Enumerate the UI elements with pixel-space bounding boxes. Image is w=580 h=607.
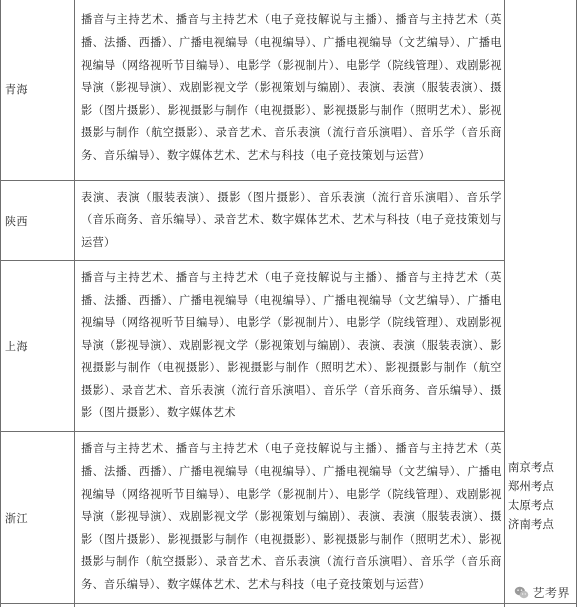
majors-cell: 播音与主持艺术、播音与主持艺术（电子竞技解说与主播）、播音与主持艺术（英播、法播、西播）、广播电视编导（电视编导）、广播电视编导（文艺编导）、广播电视编导（网络视听节目编导）、电影学（影视制片）、电影学（院线管理）、戏剧影视导演（影视导演）、戏剧影视文学（影视策划与编剧）、表演、表演（服装表演）、摄影（图片摄影）、影视摄影与制作（电视摄影）、影视摄影与制作（照明艺术）、影视摄影与制作（航空摄影）、录音艺术、音乐表演（流行音乐演唱）、音乐学（音乐商务、音乐编导）、数字媒体艺术、艺术与科技（电子竞技策划与运营）: [75, 432, 505, 604]
table-row-shanghai: [1, 261, 577, 432]
majors-cell: 播音与主持艺术、播音与主持艺术（电子竞技解说与主播）、播音与主持艺术（英播、法播、西播）、广播电视编导（电视编导）、广播电视编导（文艺编导）、广播电视编导（网络视听节目编导）、电影学（影视制片）、电影学（院线管理）、戏剧影视导演（影视导演）、戏剧影视文学（影视策划与编剧）、表演、表演（服装表演）、摄影（图片摄影）、影视摄影与制作（电视摄影）、影视摄影与制作（照明艺术）、影视摄影与制作（航空摄影）、录音艺术、音乐表演（流行音乐演唱）、音乐学（音乐商务、音乐编导）、数字媒体艺术、艺术与科技（电子竞技策划与运营）: [75, 0, 505, 181]
watermark-text: 艺考界: [532, 586, 570, 600]
province-cell: 上海: [1, 261, 75, 432]
exam-sites-cell: [504, 0, 576, 604]
watermark: [510, 582, 574, 603]
exam-site: 太原考点: [507, 498, 554, 512]
province-cell: 陕西: [1, 181, 75, 261]
province-cell: 青海: [1, 0, 75, 181]
province-cell: [1, 604, 75, 607]
table-row-qinghai: [1, 0, 577, 181]
exam-site: 郑州考点: [507, 479, 554, 493]
exam-site: 济南考点: [507, 517, 554, 531]
majors-cell: [75, 604, 505, 607]
exam-site: 南京考点: [507, 460, 554, 474]
table-row-shaanxi: [1, 181, 577, 261]
majors-cell: 播音与主持艺术、播音与主持艺术（电子竞技解说与主播）、播音与主持艺术（英播、法播、西播）、广播电视编导（电视编导）、广播电视编导（文艺编导）、广播电视编导（网络视听节目编导）、电影学（影视制片）、电影学（院线管理）、戏剧影视导演（影视导演）、戏剧影视文学（影视策划与编剧）、表演、表演（服装表演）、影视摄影与制作（电视摄影）、影视摄影与制作（照明艺术）、影视摄影与制作（航空摄影）、录音艺术、音乐表演（流行音乐演唱）、音乐学（音乐商务、音乐编导）、摄影（图片摄影）、数字媒体艺术: [75, 261, 505, 432]
province-cell: 浙江: [1, 432, 75, 604]
exam-sites-cell: [504, 604, 576, 607]
wechat-icon: [514, 585, 529, 600]
table-row-zhejiang: [1, 432, 577, 604]
table-row-partial: [1, 604, 577, 607]
majors-cell: 表演、表演（服装表演）、摄影（图片摄影）、音乐表演（流行音乐演唱）、音乐学（音乐商务、音乐编导）、录音艺术、数字媒体艺术、艺术与科技（电子竞技策划与运营）: [75, 181, 505, 261]
